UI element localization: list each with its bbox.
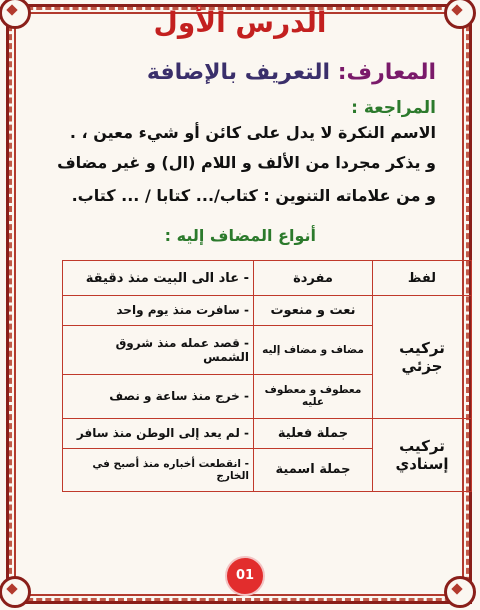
mufrada-cell: مضاف و مضاف إليه (254, 325, 373, 374)
review-line-1: الاسم النكرة لا يدل على كائن أو شيء معين ، . (69, 123, 436, 142)
header-example: - عاد الى البيت منذ دقيقة (63, 261, 254, 296)
topic-label: المعارف: (337, 60, 436, 85)
mudaf-ilayh-table (62, 260, 472, 492)
example-cell: - سافرت منذ يوم واحد (63, 296, 254, 326)
topic-title (147, 60, 436, 85)
group-label-partial: تركيب جزئي (373, 296, 472, 419)
review-line-2: و يذكر مجردا من الألف و اللام (ال) و غير مضاف (57, 153, 436, 172)
table-row (63, 418, 472, 448)
header-mufrada: مفردة (254, 261, 373, 296)
example-cell: - لم يعد إلى الوطن منذ سافر (63, 418, 254, 448)
topic-name: التعريف بالإضافة (146, 60, 331, 85)
example-cell: - انقطعت أخباره منذ أصبح في الخارج (63, 448, 254, 491)
mufrada-cell: جملة اسمية (254, 448, 373, 491)
mufrada-cell: معطوف و معطوف عليه (254, 375, 373, 418)
types-heading: أنواع المضاف إليه : (164, 226, 316, 245)
header-lafz: لفظ (373, 261, 472, 296)
example-cell: - قصد عمله منذ شروق الشمس (63, 325, 254, 374)
lesson-title: الدرس الأول (153, 6, 327, 39)
mufrada-cell: نعت و منعوت (254, 296, 373, 326)
example-cell: - خرج منذ ساعة و نصف (63, 375, 254, 418)
review-line-3: و من علاماته التنوين : كتاب/... كتابا / ... كتاب. (71, 186, 436, 205)
table-header-row (63, 261, 472, 296)
group-label-predicative: تركيب إسنادي (373, 418, 472, 491)
page-number-badge: 01 (225, 556, 265, 596)
mufrada-cell: جملة فعلية (254, 418, 373, 448)
table-row (63, 296, 472, 326)
review-heading: المراجعة : (351, 98, 436, 118)
